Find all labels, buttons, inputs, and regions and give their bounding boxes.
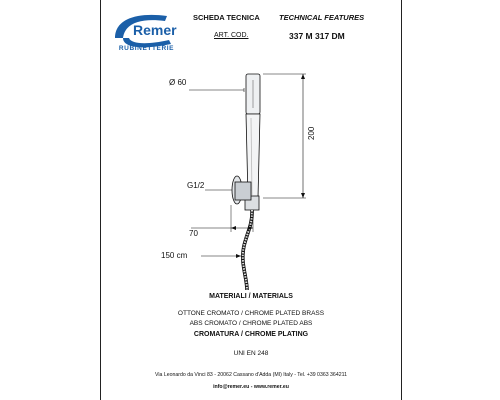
brand-subtitle: RUBINETTERIE	[118, 45, 175, 52]
footer-contact: info@remer.eu - www.remer.eu	[213, 384, 289, 390]
technical-drawing	[101, 0, 401, 290]
footer-address: Via Leonardo da Vinci 83 - 20062 Cassano d'Adda (MI) Italy - Tel. +39 0363 364211	[155, 372, 347, 378]
wall-connector	[235, 182, 251, 200]
hose-length-dimension: 150 cm	[161, 251, 188, 260]
diameter-dimension: Ø 60	[169, 78, 187, 87]
art-cod-label: ART. COD.	[214, 32, 249, 39]
material-line-1: OTTONE CROMATO / CHROME PLATED BRASS	[177, 310, 325, 317]
brand-wordmark: Remer	[133, 22, 177, 38]
materials-heading: MATERIALI / MATERIALS	[209, 293, 293, 300]
art-code: 337 M 317 DM	[289, 31, 345, 41]
height-dimension: 200	[307, 126, 316, 140]
depth-dimension: 70	[189, 229, 198, 238]
standard-line: UNI EN 248	[233, 350, 269, 357]
technical-features-label: TECHNICAL FEATURES	[279, 13, 365, 22]
thread-dimension: G1/2	[187, 181, 205, 190]
plating-line: CROMATURA / CHROME PLATING	[193, 331, 309, 338]
material-line-2: ABS CROMATO / CHROME PLATED ABS	[189, 320, 313, 327]
technical-sheet	[100, 0, 402, 400]
scheda-tecnica-label: SCHEDA TECNICA	[193, 13, 260, 22]
